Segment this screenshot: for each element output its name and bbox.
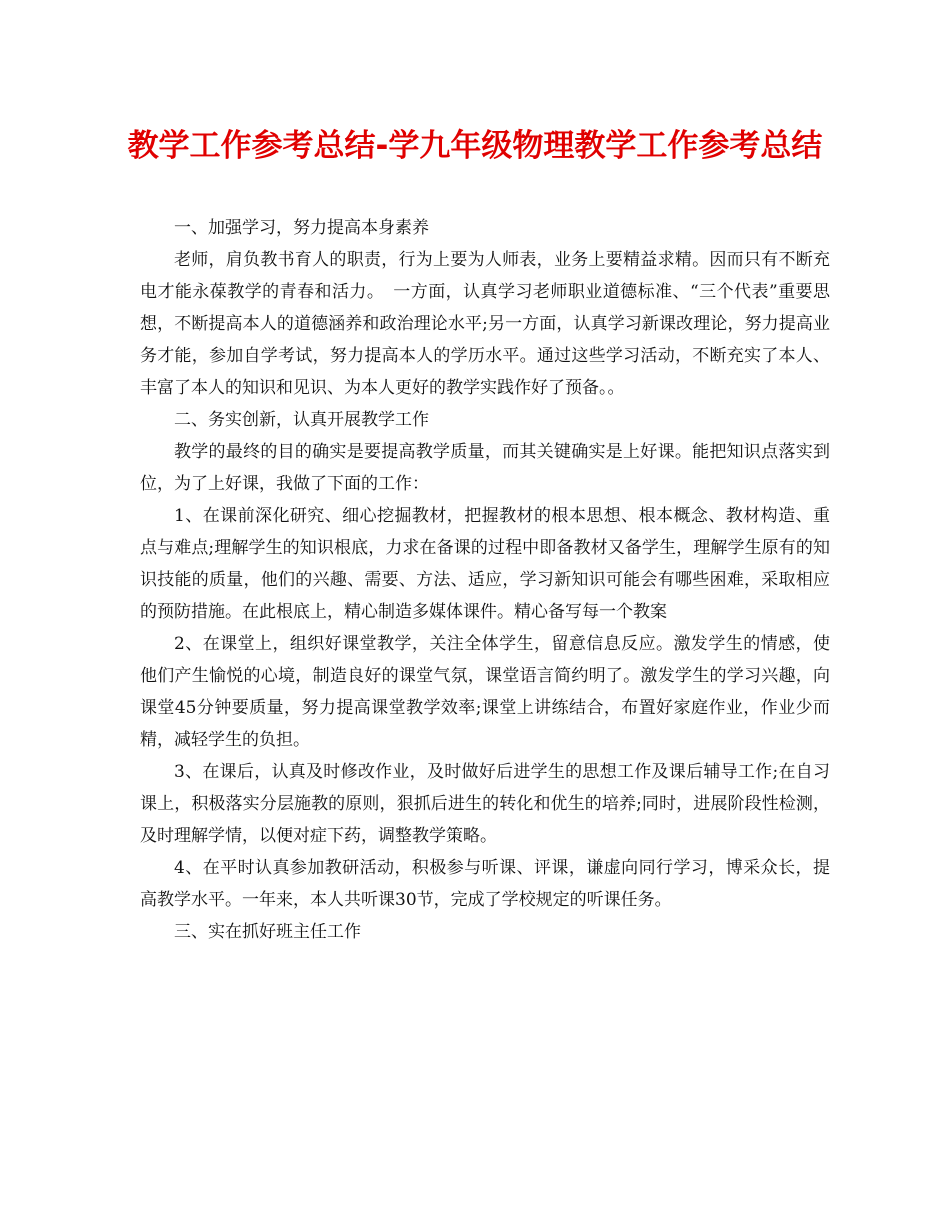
- section-heading-1: 一、加强学习，努力提高本身素养: [174, 218, 429, 238]
- paragraph-study: 老师，肩负教书育人的职责，行为上要为人师表，业务上要精益求精。因而只有不断充电才能永葆教学的青春和活力。 一方面，认真学习老师职业道德标准、“三个代表”重要思想，不断提高本人的道德涵养和政治理论水平;另一方面，认真学习新课改理论，努力提高业务才能，参加自学考试，努力提高本人的学历水平。通过这些学习活动，不断充实了本人、丰富了本人的知识和见识、为本人更好的教学实践作好了预备。。: [140, 250, 830, 398]
- paragraph-item-4: 4、在平时认真参加教研活动，积极参与听课、评课，谦虚向同行学习，博采众长，提高教学水平。一年来，本人共听课30节，完成了学校规定的听课任务。: [140, 858, 830, 910]
- document-body: [140, 212, 830, 948]
- paragraph-teaching-goal: 教学的最终的目的确实是要提高教学质量，而其关键确实是上好课。能把知识点落实到位，为了上好课，我做了下面的工作：: [140, 442, 830, 494]
- paragraph-item-2: 2、在课堂上，组织好课堂教学，关注全体学生，留意信息反应。激发学生的情感，使他们产生愉悦的心境，制造良好的课堂气氛，课堂语言简约明了。激发学生的学习兴趣，向课堂45分钟要质量，努力提高课堂教学效率;课堂上讲练结合，布置好家庭作业，作业少而精，减轻学生的负担。: [140, 634, 830, 750]
- paragraph-item-1: 1、在课前深化研究、细心挖掘教材，把握教材的根本思想、根本概念、教材构造、重点与难点;理解学生的知识根底，力求在备课的过程中即备教材又备学生，理解学生原有的知识技能的质量，他们的兴趣、需要、方法、适应，学习新知识可能会有哪些困难，采取相应的预防措施。在此根底上，精心制造多媒体课件。精心备写每一个教案: [140, 506, 830, 622]
- paragraph-item-3: 3、在课后，认真及时修改作业，及时做好后进学生的思想工作及课后辅导工作;在自习课上，积极落实分层施教的原则，狠抓后进生的转化和优生的培养;同时，进展阶段性检测，及时理解学情，以便对症下药，调整教学策略。: [140, 762, 830, 846]
- document-title: 教学工作参考总结-学九年级物理教学工作参考总结: [127, 128, 823, 164]
- section-heading-3: 三、实在抓好班主任工作: [174, 922, 361, 942]
- section-heading-2: 二、务实创新，认真开展教学工作: [174, 410, 429, 430]
